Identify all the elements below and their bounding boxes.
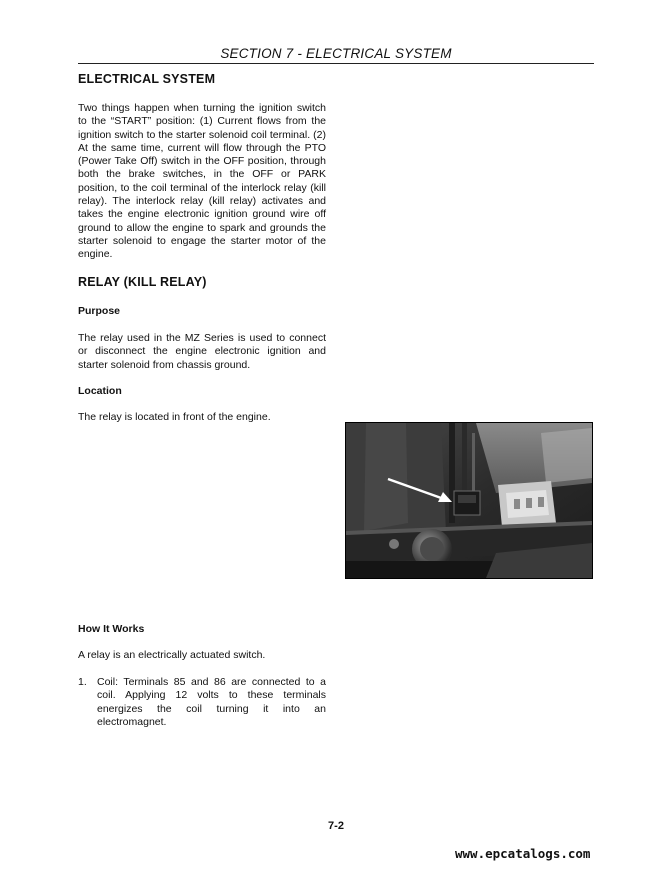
how-it-works-heading: How It Works — [78, 623, 145, 635]
purpose-paragraph: The relay used in the MZ Series is used to connect or disconnect the engine electronic ignition and starter solenoid from chassis ground. — [78, 332, 326, 371]
list-item-text: Coil: Terminals 85 and 86 are connected to a coil. Applying 12 volts to these terminals energizes the coil turning it into an electromagnet. — [97, 676, 326, 728]
section-title: SECTION 7 - ELECTRICAL SYSTEM — [220, 46, 452, 61]
electrical-system-heading: ELECTRICAL SYSTEM — [78, 72, 216, 86]
location-heading: Location — [78, 385, 122, 397]
purpose-heading: Purpose — [78, 305, 121, 317]
relay-location-photo — [345, 422, 593, 579]
relay-heading: RELAY (KILL RELAY) — [78, 275, 207, 289]
how-it-works-intro: A relay is an electrically actuated switch. — [78, 649, 266, 661]
list-item-number: 1. — [78, 676, 87, 688]
watermark: www.epcatalogs.com — [455, 846, 591, 861]
location-paragraph: The relay is located in front of the engine. — [78, 411, 271, 423]
header-rule — [78, 63, 594, 64]
list-item — [78, 676, 326, 729]
electrical-system-paragraph: Two things happen when turning the ignition switch to the “START” position: (1) Current flows from the ignition switch to the starter solenoid coil terminal. (2) At the same time, current will flow through the PTO (Power Take Off) switch in the OFF position, through both the brake switches, in the OFF or PARK position, to the coil terminal of the interlock relay (kill relay). The interlock relay (kill relay) activates and takes the engine electronic ignition ground wire off ground to allow the engine to spark and grounds the starter solenoid to engage the starter motor of the engine. — [78, 102, 326, 261]
page-number: 7-2 — [328, 820, 344, 832]
